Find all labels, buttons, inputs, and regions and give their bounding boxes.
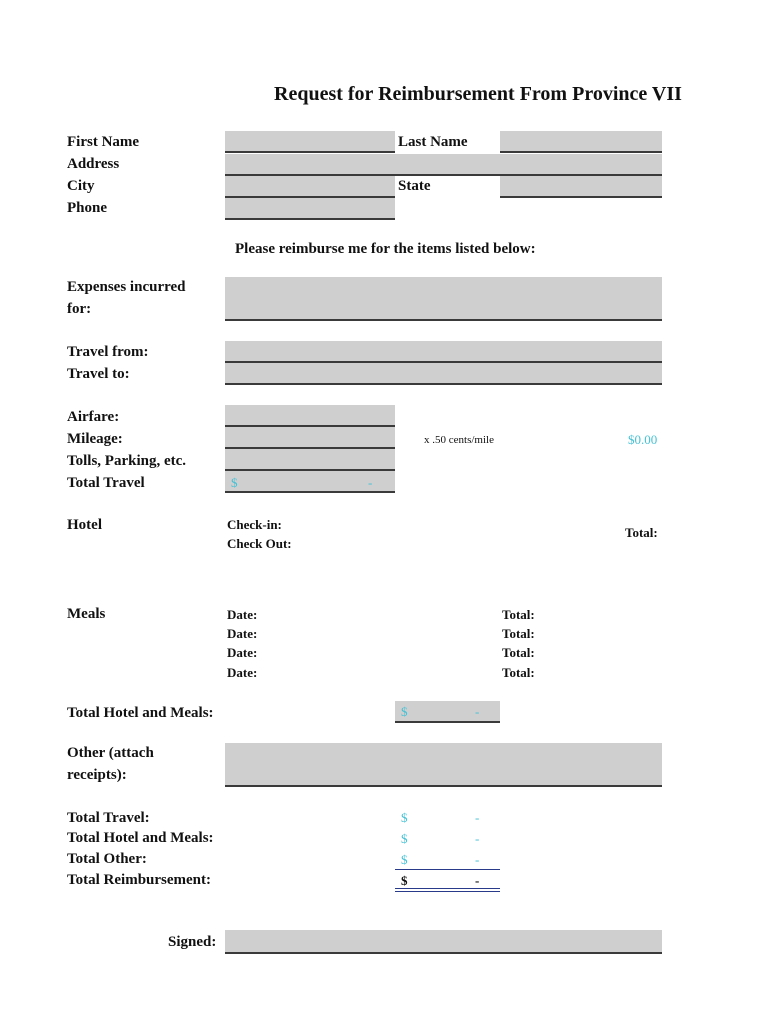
summary-reimbursement-dollar: $ (401, 873, 408, 888)
signed-label: Signed: (168, 934, 217, 950)
hotel-total-label: Total: (625, 525, 658, 540)
last-name-field[interactable] (500, 131, 662, 153)
address-field[interactable] (225, 154, 662, 176)
total-hotel-meals-field (395, 701, 500, 723)
expenses-field[interactable] (225, 277, 662, 321)
first-name-field[interactable] (225, 131, 395, 153)
meal-date-label: Date: (227, 607, 258, 622)
travel-from-label: Travel from: (67, 344, 149, 360)
meal-total-label: Total: (502, 626, 535, 641)
airfare-field[interactable] (225, 405, 395, 427)
last-name-label: Last Name (398, 134, 468, 150)
meal-date-label: Date: (227, 665, 258, 680)
summary-travel-dollar: $ (401, 810, 408, 825)
expenses-label-line1: Expenses incurred (67, 279, 186, 295)
summary-travel-value: - (475, 810, 480, 825)
summary-double-rule (395, 888, 500, 892)
signature-field[interactable] (225, 930, 662, 954)
checkout-label: Check Out: (227, 536, 292, 551)
summary-hotel-meals-value: - (475, 831, 480, 846)
tolls-field[interactable] (225, 449, 395, 471)
hotel-label: Hotel (67, 517, 102, 533)
total-hotel-meals-value: - (475, 704, 480, 719)
expenses-label-line2: for: (67, 301, 92, 317)
summary-travel-label: Total Travel: (67, 810, 150, 826)
summary-reimbursement-value: - (475, 873, 480, 888)
phone-field[interactable] (225, 198, 395, 220)
meal-date-label: Date: (227, 645, 258, 660)
mileage-field[interactable] (225, 427, 395, 449)
instruction-text: Please reimburse me for the items listed below: (235, 241, 536, 257)
other-field[interactable] (225, 743, 662, 787)
mileage-rate: x .50 cents/mile (424, 434, 494, 446)
meal-total-label: Total: (502, 665, 535, 680)
meal-date-label: Date: (227, 626, 258, 641)
phone-label: Phone (67, 200, 108, 216)
state-label: State (398, 178, 431, 194)
summary-hotel-meals-label: Total Hotel and Meals: (67, 830, 214, 846)
summary-reimbursement-label: Total Reimbursement: (67, 872, 212, 888)
travel-to-label: Travel to: (67, 366, 130, 382)
total-hotel-meals-label: Total Hotel and Meals: (67, 705, 214, 721)
other-label-line1: Other (attach (67, 745, 154, 761)
first-name-label: First Name (67, 134, 140, 150)
summary-other-label: Total Other: (67, 851, 147, 867)
city-label: City (67, 178, 95, 194)
other-label-line2: receipts): (67, 767, 127, 783)
summary-other-value: - (475, 852, 480, 867)
state-field[interactable] (500, 176, 662, 198)
page-title: Request for Reimbursement From Province VII (274, 83, 682, 105)
checkin-label: Check-in: (227, 517, 282, 532)
summary-other-dollar: $ (401, 852, 408, 867)
mileage-amount: $0.00 (628, 432, 658, 447)
meal-total-label: Total: (502, 645, 535, 660)
address-label: Address (67, 156, 120, 172)
total-travel-label: Total Travel (67, 475, 145, 491)
summary-hotel-meals-dollar: $ (401, 831, 408, 846)
city-field[interactable] (225, 176, 395, 198)
travel-to-field[interactable] (225, 363, 662, 385)
summary-divider (395, 869, 500, 870)
tolls-label: Tolls, Parking, etc. (67, 453, 187, 469)
mileage-label: Mileage: (67, 431, 123, 447)
total-travel-dollar: $ (231, 475, 238, 490)
travel-from-field[interactable] (225, 341, 662, 363)
meal-total-label: Total: (502, 607, 535, 622)
total-hotel-meals-dollar: $ (401, 704, 408, 719)
total-travel-value: - (368, 475, 373, 490)
meals-label: Meals (67, 606, 106, 622)
airfare-label: Airfare: (67, 409, 120, 425)
